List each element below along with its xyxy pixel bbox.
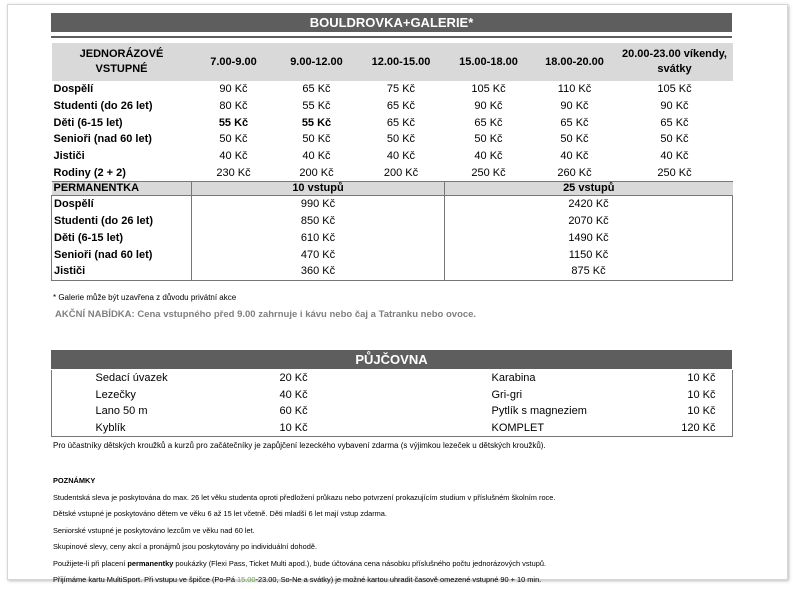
row-label: Jističi [53,150,85,163]
price-cell: 55 Kč [218,116,249,129]
note-text: Použijete-li při placení [53,558,128,568]
price-cell: 470 Kč [192,246,445,263]
note-line [53,556,555,573]
permanent-10-header: 10 vstupů [192,182,445,196]
price-cell: 50 Kč [560,133,589,146]
row-label: Studenti (do 26 let) [52,213,192,230]
price-cell: 230 Kč [216,166,251,179]
note-line: Dětské vstupné je poskytováno dětem ve věku 6 až 15 let včetně. Děti mladší 6 let mají vstup zdarma. [53,509,387,518]
note-line: Skupinové slevy, ceny akcí a pronájmů jsou poskytovány po individuální dohodě. [53,542,318,551]
table-row [52,263,733,280]
time-header: 20.00-23.00 víkendy, svátky [617,43,733,81]
rental-title: PŮJČOVNA [51,350,732,369]
price-cell: 2420 Kč [445,196,733,213]
time-header: 9.00-12.00 [276,43,358,81]
price-cell: 200 Kč [299,166,334,179]
rental-item: Sedací úvazek [95,372,168,385]
row-label: Rodiny (2 + 2) [53,166,126,179]
note-highlight: 15.00 [237,575,256,584]
price-cell: 40 Kč [474,150,503,163]
table-header-row [52,43,733,81]
rental-item: Lezečky [95,388,136,401]
rental-item: Lano 50 m [95,405,148,418]
table-row [52,98,733,115]
price-cell: 260 Kč [557,166,592,179]
price-cell: 90 Kč [219,83,248,96]
row-label: Dospělí [52,196,192,213]
price-cell: 65 Kč [660,116,689,129]
time-header: 7.00-9.00 [192,43,276,81]
rental-price: 10 Kč [687,405,716,418]
rental-table [51,370,733,437]
rental-item: Karabina [491,372,536,385]
table-row [52,164,733,181]
time-header: 12.00-15.00 [358,43,445,81]
price-cell: 65 Kč [560,116,589,129]
row-label: Děti (6-15 let) [52,230,192,247]
notes-section [53,473,555,589]
page-title: BOULDROVKA+GALERIE* [51,13,732,32]
price-cell: 90 Kč [560,100,589,113]
price-cell: 2070 Kč [445,213,733,230]
table-row [52,370,733,387]
table-row [52,81,733,98]
rental-item: KOMPLET [492,420,662,437]
note-line: Seniorské vstupné je poskytováno lezcům ve věku nad 60 let. [53,525,255,535]
price-cell: 105 Kč [657,83,692,96]
price-cell: 990 Kč [192,196,445,213]
rental-item: Kyblík [96,420,280,437]
note-text: -23.00, So-Ne a svátky) je možné kartou uhradit časově omezené vstupné 90 + 10 min. [255,575,542,584]
price-cell: 50 Kč [302,133,331,146]
price-cell: 1150 Kč [445,246,733,263]
single-entry-header: JEDNORÁZOVÉ VSTUPNÉ [52,43,192,81]
price-cell: 850 Kč [192,213,445,230]
gallery-note: * Galerie může být uzavřena z důvodu privátní akce [53,293,237,302]
price-cell: 90 Kč [660,100,689,113]
table-row [52,131,733,148]
price-cell: 65 Kč [302,83,331,96]
price-cell: 40 Kč [302,150,331,163]
row-label: Senioři (nad 60 let) [53,133,152,146]
row-label: Senioři (nad 60 let) [52,246,192,263]
price-cell: 55 Kč [302,100,331,113]
note-text: poukázky (Flexi Pass, Ticket Multi apod.), bude účtována cena násobku příslušného počtu jednorázových vstupů. [173,558,546,568]
note-line [53,572,555,589]
special-offer: AKČNÍ NABÍDKA: Cena vstupného před 9.00 zahrnuje i kávu nebo čaj a Tatranku nebo ovoce. [55,309,477,320]
rental-price: 40 Kč [279,388,308,401]
rental-price: 10 Kč [280,420,350,437]
time-header: 15.00-18.00 [445,43,533,81]
price-cell: 110 Kč [557,83,592,96]
table-row [52,403,733,420]
price-cell: 90 Kč [474,100,503,113]
price-cell: 65 Kč [474,116,503,129]
price-cell: 50 Kč [386,133,416,146]
permanent-header-row [52,182,733,196]
price-cell: 875 Kč [445,263,733,280]
row-label: Děti (6-15 let) [53,116,123,129]
price-cell: 250 Kč [657,166,692,179]
rental-price: 20 Kč [279,372,308,385]
price-cell: 80 Kč [219,100,248,113]
table-row [52,246,733,263]
price-cell: 40 Kč [560,150,589,163]
permanent-25-header: 25 vstupů [445,182,733,196]
table-row [52,387,733,404]
note-text: Přijímáme kartu MultiSport. Při vstupu ve špičce (Po-Pá [53,575,238,584]
price-cell: 40 Kč [219,150,248,163]
price-cell: 50 Kč [660,133,689,146]
rental-price: 10 Kč [687,372,716,385]
table-row [52,114,733,131]
rental-note: Pro účastníky dětských kroužků a kurzů pro začátečníky je zapůjčení lezeckého vybavení zdarma (s výjimkou lezeček u dětských kroužků). [53,441,546,450]
notes-title: POZNÁMKY [53,476,96,485]
price-cell: 75 Kč [386,83,416,96]
time-header: 18.00-20.00 [533,43,617,81]
price-cell: 200 Kč [383,166,419,179]
table-row [52,230,733,247]
table-row [52,420,733,437]
row-label: Jističi [52,263,192,280]
table-row [52,148,733,165]
price-cell: 40 Kč [660,150,689,163]
rental-price: 120 Kč [662,420,716,437]
price-cell: 360 Kč [192,263,445,280]
divider [51,36,732,38]
price-cell: 1490 Kč [445,230,733,247]
table-row [52,196,733,213]
table-row [52,213,733,230]
price-cell: 50 Kč [219,133,248,146]
rental-price: 10 Kč [687,388,716,401]
rental-price: 60 Kč [279,405,308,418]
price-cell: 65 Kč [386,100,416,113]
price-cell: 55 Kč [301,116,332,129]
note-emphasis: permanentky [127,558,174,568]
price-cell: 105 Kč [471,83,506,96]
price-cell: 50 Kč [474,133,503,146]
row-label: Dospělí [53,83,94,96]
permanent-header: PERMANENTKA [52,182,192,196]
price-cell: 250 Kč [471,166,506,179]
row-label: Studenti (do 26 let) [53,100,153,113]
price-table [51,43,733,281]
price-cell: 65 Kč [386,116,416,129]
rental-item: Pytlík s magneziem [491,405,587,418]
price-cell: 610 Kč [192,230,445,247]
rental-item: Gri-gri [491,388,523,401]
price-cell: 40 Kč [386,150,416,163]
note-line: Studentská sleva je poskytována do max. 26 let věku studenta oproti předložení průkazu nebo potvrzení prokazujícím studium v příslušném školním roce. [53,492,556,502]
